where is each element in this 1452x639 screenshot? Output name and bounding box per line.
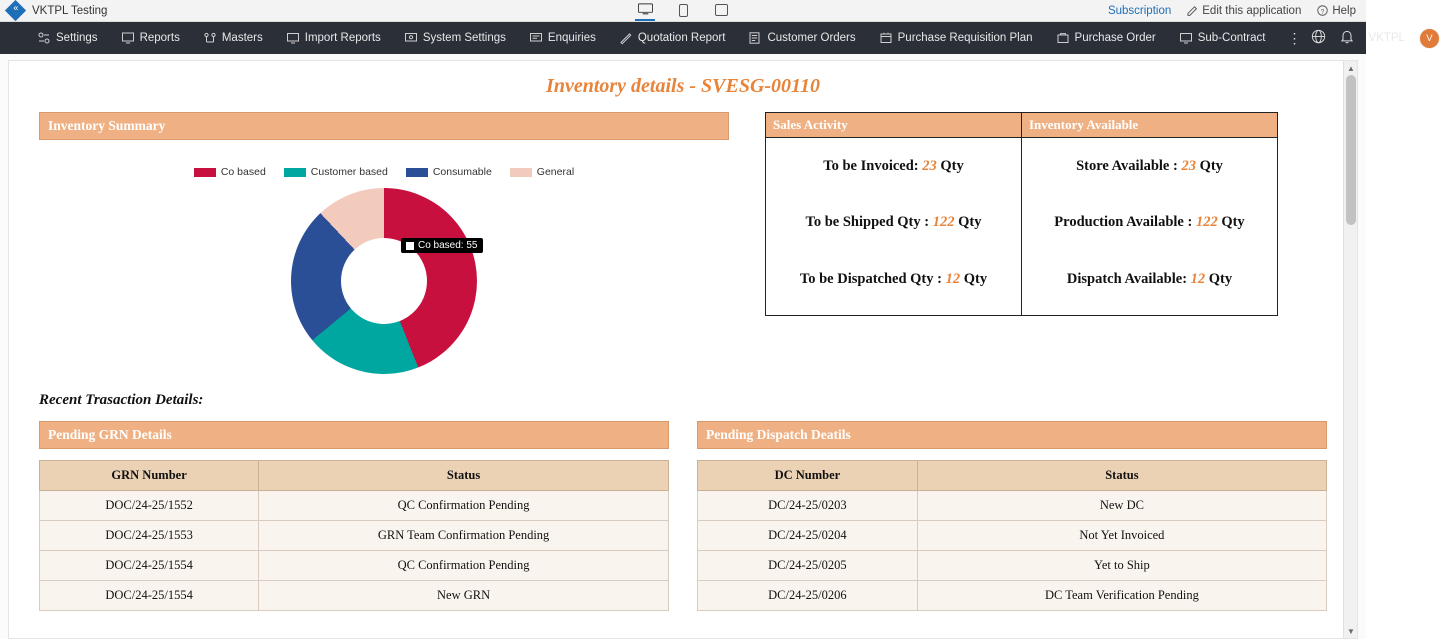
inventory-available-row <box>1022 158 1277 175</box>
table-header-row <box>698 461 1327 491</box>
help-label: Help <box>1332 4 1356 17</box>
edit-application-label: Edit this application <box>1202 4 1302 17</box>
chart-legend <box>39 166 729 178</box>
table-row[interactable] <box>698 521 1327 551</box>
legend-label: Customer based <box>310 166 388 178</box>
table-row[interactable] <box>40 551 669 581</box>
page-title: Inventory details - SVESG-00110 <box>546 75 820 97</box>
browser-topbar <box>0 0 1366 22</box>
row-label: To be Dispatched Qty : <box>799 271 942 288</box>
row-unit: Qty <box>1199 157 1223 174</box>
row-unit: Qty <box>940 157 964 174</box>
column-header: Status <box>259 461 669 491</box>
scroll-up-arrow-icon[interactable]: ▲ <box>1347 63 1355 73</box>
sales-activity-row <box>766 158 1021 175</box>
nav-label: Purchase Requisition Plan <box>897 32 1033 44</box>
scrollbar-thumb[interactable] <box>1346 75 1356 225</box>
legend-item-consumable[interactable] <box>406 166 492 178</box>
cell-status: Not Yet Invoiced <box>917 521 1326 551</box>
quotation-icon <box>620 32 632 44</box>
svg-text:?: ? <box>1321 8 1325 16</box>
legend-item-general[interactable] <box>510 166 574 178</box>
pending-grn-table <box>39 460 669 611</box>
avatar[interactable]: V <box>1419 28 1440 49</box>
right-panels-group <box>765 112 1278 374</box>
inventory-available-heading: Inventory Available <box>1022 113 1277 138</box>
tablet-view-icon[interactable] <box>711 0 731 21</box>
row-label: To be Shipped Qty : <box>805 214 930 231</box>
row-value: 23 <box>1181 157 1196 174</box>
row-label: Dispatch Available: <box>1066 271 1188 288</box>
cell-grn-number: DOC/24-25/1554 <box>40 581 259 611</box>
tooltip-label: Co based: 55 <box>418 240 478 251</box>
nav-label: Settings <box>56 32 98 44</box>
nav-label: Purchase Order <box>1074 32 1156 44</box>
cell-status: New DC <box>917 491 1326 521</box>
scroll-down-arrow-icon[interactable]: ▼ <box>1347 626 1355 636</box>
nav-item-quotation-report[interactable] <box>608 22 738 54</box>
cell-status: New GRN <box>259 581 669 611</box>
inventory-summary-heading: Inventory Summary <box>39 112 729 140</box>
nav-label: Masters <box>221 32 263 44</box>
pending-dispatch-table <box>697 460 1327 611</box>
nav-item-settings[interactable] <box>26 22 110 54</box>
pencil-icon <box>1187 5 1198 16</box>
help-icon <box>1317 5 1328 16</box>
legend-swatch-icon <box>284 168 306 177</box>
tooltip-swatch-icon <box>406 242 414 250</box>
cell-dc-number: DC/24-25/0206 <box>698 581 918 611</box>
sales-activity-heading: Sales Activity <box>766 113 1021 138</box>
nav-item-system-settings[interactable] <box>393 22 518 54</box>
content-area <box>8 60 1358 639</box>
inventory-available-row <box>1022 271 1277 288</box>
nav-item-customer-orders[interactable] <box>737 22 867 54</box>
nav-item-enquiries[interactable] <box>518 22 608 54</box>
inventory-summary-body <box>39 140 729 374</box>
nav-item-purchase-requisition-plan[interactable] <box>868 22 1045 54</box>
settings-icon <box>38 32 50 44</box>
notification-bell-icon[interactable] <box>1340 29 1354 47</box>
row-label: Store Available : <box>1076 157 1178 174</box>
cell-grn-number: DOC/24-25/1553 <box>40 521 259 551</box>
inventory-available-row <box>1022 214 1277 231</box>
legend-item-customer-based[interactable] <box>284 166 388 178</box>
nav-label: Reports <box>139 32 180 44</box>
nav-item-reports[interactable] <box>110 22 192 54</box>
cell-status: GRN Team Confirmation Pending <box>259 521 669 551</box>
table-row[interactable] <box>698 551 1327 581</box>
sales-activity-row <box>766 271 1021 288</box>
nav-label: Customer Orders <box>767 32 856 44</box>
vertical-scrollbar[interactable] <box>1343 61 1357 638</box>
topbar-left-group <box>0 3 107 18</box>
nav-label: Import Reports <box>304 32 381 44</box>
legend-item-co-based[interactable] <box>194 166 266 178</box>
navbar-right-group <box>1311 28 1451 49</box>
table-row[interactable] <box>40 491 669 521</box>
row-value: 12 <box>945 271 961 288</box>
legend-swatch-icon <box>510 168 532 177</box>
column-header: GRN Number <box>40 461 259 491</box>
table-row[interactable] <box>698 581 1327 611</box>
report-icon <box>122 32 134 44</box>
pending-grn-heading: Pending GRN Details <box>39 421 669 449</box>
chart-tooltip <box>401 238 483 253</box>
row-label: To be Invoiced: <box>823 157 919 174</box>
recent-transactions-heading: Recent Trasaction Details: <box>39 392 204 408</box>
pending-dispatch-heading: Pending Dispatch Deatils <box>697 421 1327 449</box>
sales-activity-row <box>766 214 1021 231</box>
sales-activity-list <box>766 138 1021 308</box>
desktop-view-icon[interactable] <box>635 0 655 21</box>
top-panels-row <box>9 112 1357 374</box>
nav-item-sub-contract[interactable] <box>1168 22 1278 54</box>
nav-item-import-reports[interactable] <box>275 22 393 54</box>
legend-label: General <box>536 166 575 178</box>
row-unit: Qty <box>1221 214 1245 231</box>
help-button[interactable] <box>1317 5 1356 17</box>
sales-activity-panel <box>765 112 1022 316</box>
nav-label: System Settings <box>422 32 506 44</box>
cell-dc-number: DC/24-25/0203 <box>698 491 918 521</box>
main-navbar <box>0 22 1433 54</box>
customer-order-icon <box>749 32 761 44</box>
cell-status: QC Confirmation Pending <box>259 491 669 521</box>
cell-grn-number: DOC/24-25/1552 <box>40 491 259 521</box>
nav-item-masters[interactable] <box>192 22 275 54</box>
inventory-available-panel <box>1022 112 1278 316</box>
globe-icon[interactable] <box>1311 29 1326 47</box>
import-icon <box>287 32 299 44</box>
chevrons-left-icon[interactable] <box>5 0 26 21</box>
sub-contract-icon <box>1180 32 1192 44</box>
row-label: Production Available : <box>1054 214 1193 231</box>
cell-status: QC Confirmation Pending <box>259 551 669 581</box>
cell-dc-number: DC/24-25/0204 <box>698 521 918 551</box>
device-preview-switcher <box>635 0 731 21</box>
table-row[interactable] <box>40 581 669 611</box>
subscription-link[interactable]: Subscription <box>1107 4 1172 17</box>
row-value: 12 <box>1190 271 1206 288</box>
edit-application-button[interactable] <box>1187 5 1301 17</box>
table-row[interactable] <box>698 491 1327 521</box>
cell-status: DC Team Verification Pending <box>917 581 1326 611</box>
page-body <box>0 54 1366 639</box>
masters-icon <box>204 32 216 44</box>
legend-label: Consumable <box>432 166 492 178</box>
pending-grn-block <box>39 421 669 611</box>
browser-tab-title[interactable]: VKTPL Testing <box>32 4 108 17</box>
tables-row <box>9 421 1357 611</box>
cell-dc-number: DC/24-25/0205 <box>698 551 918 581</box>
legend-label: Co based <box>220 166 266 178</box>
purchase-requisition-icon <box>880 32 892 44</box>
nav-overflow-button[interactable]: ⋮ <box>1287 29 1302 46</box>
mobile-view-icon[interactable] <box>673 0 693 21</box>
donut-ring[interactable] <box>291 188 477 374</box>
legend-swatch-icon <box>406 168 428 177</box>
nav-label: Sub-Contract <box>1197 32 1266 44</box>
pending-dispatch-block <box>697 421 1327 611</box>
inventory-available-list <box>1022 138 1277 308</box>
nav-label: Quotation Report <box>637 32 726 44</box>
table-header-row <box>40 461 669 491</box>
legend-swatch-icon <box>194 168 216 177</box>
user-name-label[interactable]: VKTPL <box>1368 32 1405 44</box>
cell-status: Yet to Ship <box>917 551 1326 581</box>
enquiry-icon <box>530 32 542 44</box>
row-unit: Qty <box>963 271 988 288</box>
nav-item-purchase-order[interactable] <box>1045 22 1168 54</box>
purchase-order-icon <box>1057 32 1069 44</box>
row-value: 122 <box>1195 214 1218 231</box>
row-value: 23 <box>922 157 937 174</box>
donut-chart[interactable] <box>39 188 729 374</box>
nav-label: Enquiries <box>547 32 596 44</box>
row-unit: Qty <box>1208 271 1233 288</box>
row-value: 122 <box>932 214 955 231</box>
cell-grn-number: DOC/24-25/1554 <box>40 551 259 581</box>
system-settings-icon <box>405 32 417 44</box>
table-row[interactable] <box>40 521 669 551</box>
topbar-right-group <box>1108 5 1366 17</box>
column-header: Status <box>917 461 1326 491</box>
row-unit: Qty <box>958 214 982 231</box>
column-header: DC Number <box>698 461 918 491</box>
inventory-summary-panel <box>39 112 729 374</box>
